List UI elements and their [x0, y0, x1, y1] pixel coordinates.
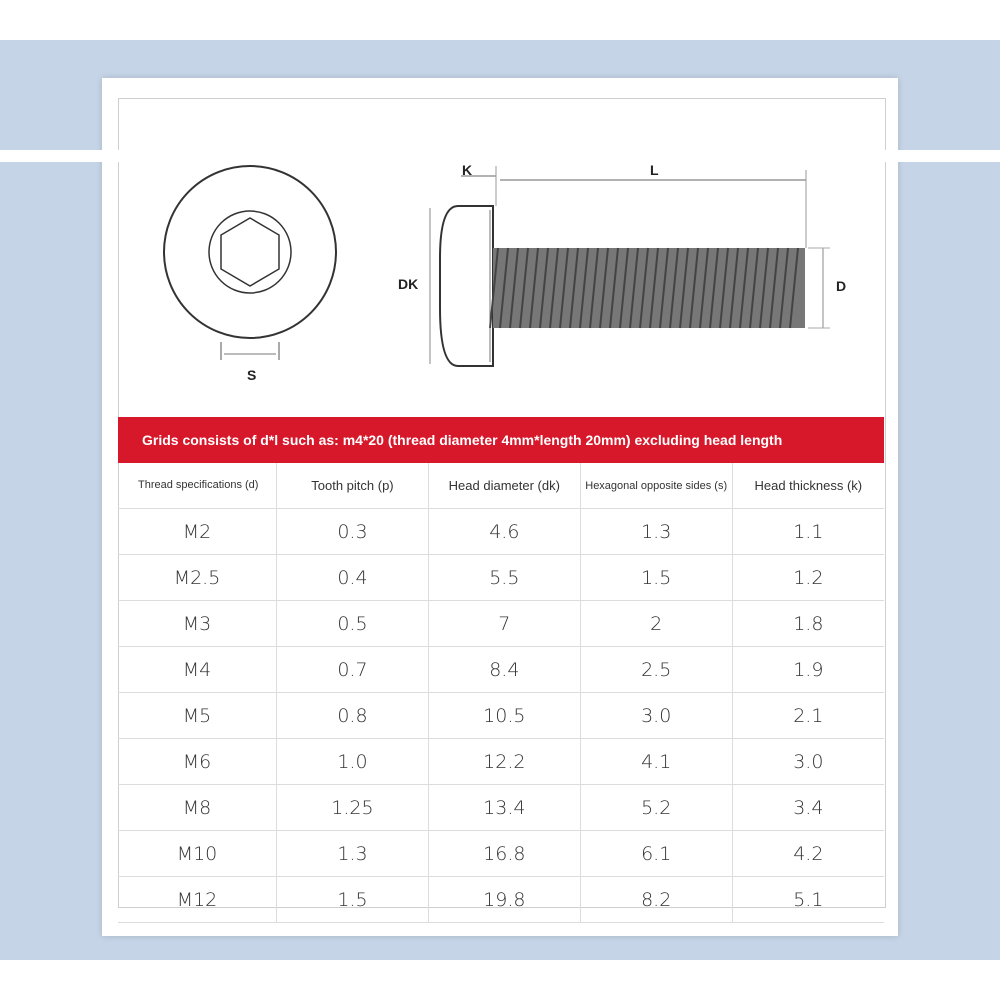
table-cell: M4 [118, 647, 277, 693]
table-cell: 1.0 [277, 739, 429, 785]
table-cell: M8 [118, 785, 277, 831]
table-cell: 13.4 [428, 785, 580, 831]
screw-drawing [118, 98, 884, 416]
table-row [118, 831, 884, 877]
table-cell: 7 [428, 601, 580, 647]
table-cell: 5.5 [428, 555, 580, 601]
s-dimension-label: S [247, 367, 257, 383]
table-cell: 0.3 [277, 509, 429, 555]
table-cell: 0.8 [277, 693, 429, 739]
screw-diagram [118, 98, 884, 416]
table-row [118, 555, 884, 601]
table-cell: 1.2 [732, 555, 884, 601]
table-cell: 12.2 [428, 739, 580, 785]
table-cell: 0.7 [277, 647, 429, 693]
table-cell: 16.8 [428, 831, 580, 877]
table-cell: 6.1 [580, 831, 732, 877]
table-cell: 8.2 [580, 877, 732, 923]
table-cell: 0.4 [277, 555, 429, 601]
header-head-diameter: Head diameter (dk) [428, 463, 580, 509]
table-cell: 10.5 [428, 693, 580, 739]
screw-side-view [430, 166, 830, 366]
table-cell: 1.5 [580, 555, 732, 601]
k-dimension-label: K [462, 162, 473, 178]
table-cell: 4.6 [428, 509, 580, 555]
table-cell: M3 [118, 601, 277, 647]
table-cell: 5.2 [580, 785, 732, 831]
table-row [118, 877, 884, 923]
table-cell: M5 [118, 693, 277, 739]
table-row [118, 509, 884, 555]
table-cell: M6 [118, 739, 277, 785]
table-row [118, 785, 884, 831]
table-cell: 1.3 [580, 509, 732, 555]
table-cell: 1.1 [732, 509, 884, 555]
table-cell: 3.0 [732, 739, 884, 785]
table-cell: 2.5 [580, 647, 732, 693]
table-cell: 1.5 [277, 877, 429, 923]
table-row [118, 693, 884, 739]
table-cell: 1.9 [732, 647, 884, 693]
table-cell: 3.0 [580, 693, 732, 739]
table-cell: 2.1 [732, 693, 884, 739]
dk-dimension-label: DK [398, 276, 419, 292]
table-cell: 19.8 [428, 877, 580, 923]
table-row [118, 601, 884, 647]
white-stripe [0, 150, 1000, 162]
table-cell: 5.1 [732, 877, 884, 923]
table-body [118, 509, 884, 923]
l-dimension-label: L [650, 162, 659, 178]
table-cell: 4.2 [732, 831, 884, 877]
table-cell: 1.8 [732, 601, 884, 647]
table-cell: M2 [118, 509, 277, 555]
head-top-view [164, 166, 336, 360]
header-hex-sides: Hexagonal opposite sides (s) [580, 463, 732, 509]
table-cell: 2 [580, 601, 732, 647]
table-row [118, 647, 884, 693]
header-thread: Thread specifications (d) [118, 463, 277, 509]
table-cell: 3.4 [732, 785, 884, 831]
table-cell: 8.4 [428, 647, 580, 693]
header-pitch: Tooth pitch (p) [277, 463, 429, 509]
spec-table [118, 463, 884, 923]
table-cell: 0.5 [277, 601, 429, 647]
table-cell: 1.25 [277, 785, 429, 831]
header-head-thickness: Head thickness (k) [732, 463, 884, 509]
table-cell: M2.5 [118, 555, 277, 601]
table-header-row [118, 463, 884, 509]
d-dimension-label: D [836, 278, 847, 294]
size-note-banner: Grids consists of d*l such as: m4*20 (thread diameter 4mm*length 20mm) excluding head length [118, 417, 884, 463]
table-cell: M12 [118, 877, 277, 923]
table-row [118, 739, 884, 785]
table-cell: M10 [118, 831, 277, 877]
table-cell: 4.1 [580, 739, 732, 785]
table-cell: 1.3 [277, 831, 429, 877]
